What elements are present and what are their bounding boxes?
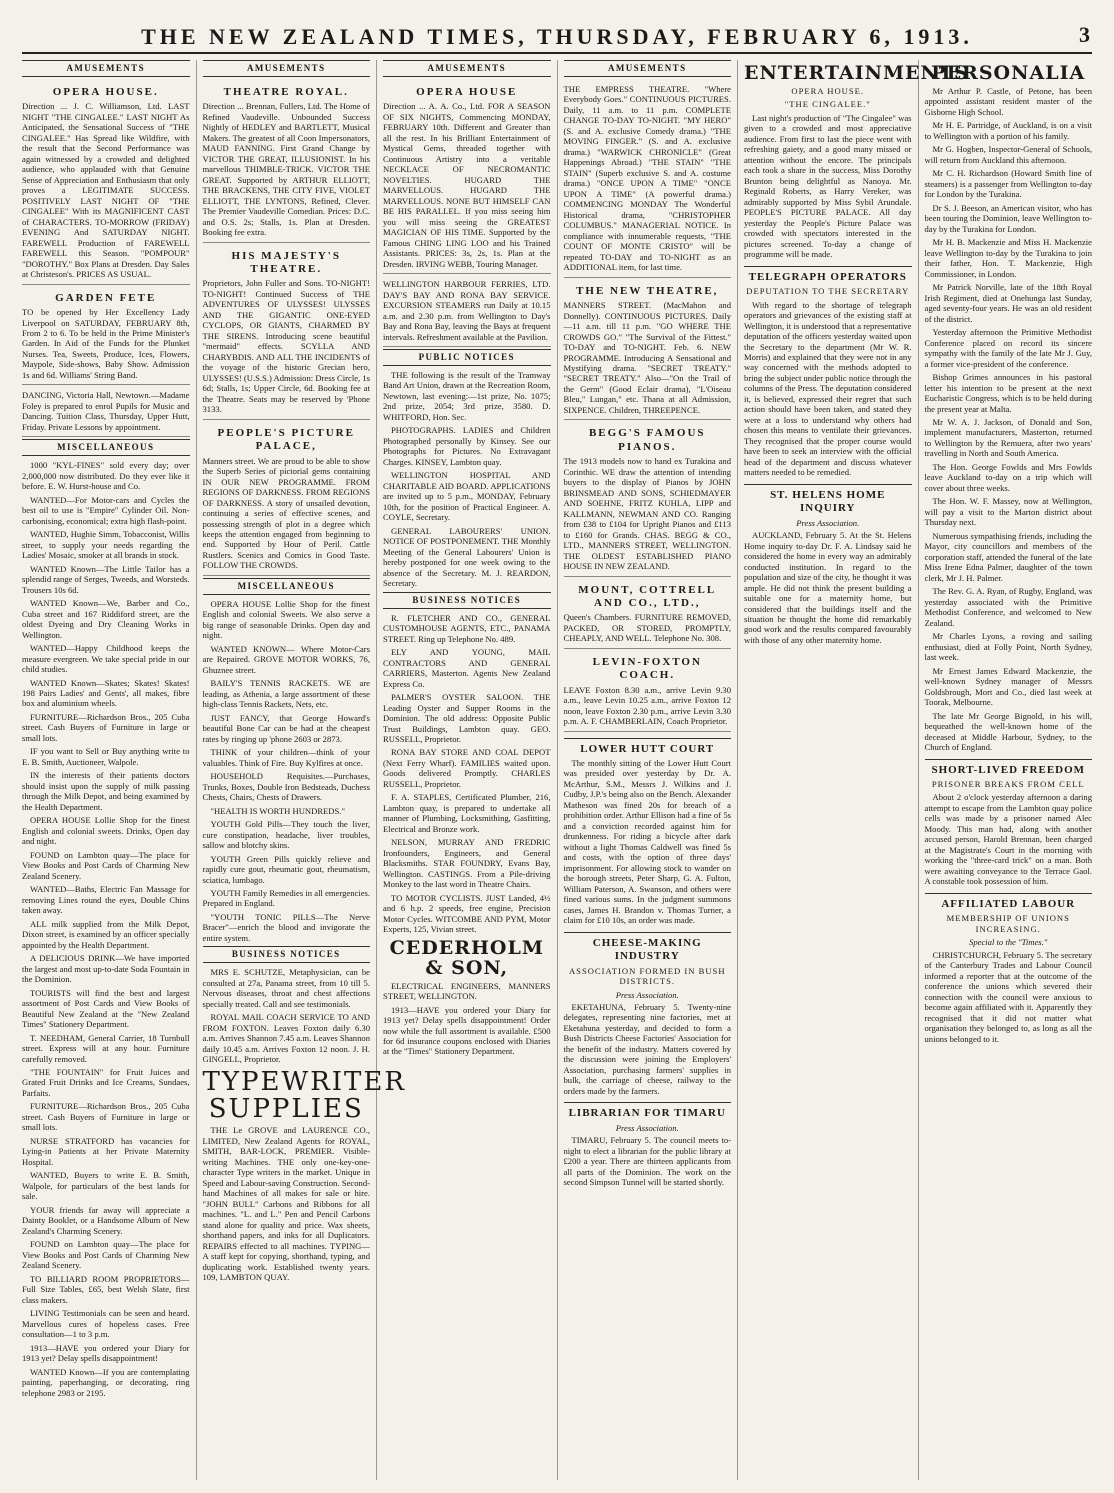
article-text: About 2 o'clock yesterday afternoon a daring attempt to escape from the Lambton quay police cells was made by a prisoner named Alec Moody. This man had, along with another accused person, Harold Brennan, been charged at the Magistrate's Court in the morning with working the "three-card trick" on a man. Both were awaiting conveyance to the Terrace Gaol. A constable took possession of him. <box>924 792 1092 887</box>
ad-text: Queen's Chambers. FURNITURE REMOVED, PACKED, OR STORED, PROMPTLY, CHEAPLY, AND WELL. Telephone No. 308. <box>563 612 731 644</box>
section-heading-amusements: AMUSEMENTS <box>383 60 551 77</box>
article-heading-cheese-making: CHEESE-MAKING INDUSTRY <box>564 932 732 964</box>
article-heading-librarian-timaru: LIBRARIAN FOR TIMARU <box>564 1102 732 1120</box>
ad-text: Direction ... J. C. Williamson, Ltd. LAST NIGHT "THE CINGALEE." LAST NIGHT As Anticipated, the Sensational Success of "THE CINGALEE." Has Spread like Wildfire, with the result that the Second Performance was again witnessed by a crowded and delighted audience, who applauded with that Genuine Sense of Appreciation and Enthusiasm that only proves a LEGITIMATE SUCCESS. POSITIVELY LAST NIGHT OF "THE CINGALEE" With its MAGNIFICENT CAST of CHARACTERS. TO-MORROW (FRIDAY) EVENING And SATURDAY NIGHT. FAREWELL Production of FAREWELL FAREWELL this Season. "POMPOUR" "DOROTHY." Box Plans at Dresden. Day Sales at Christeson's. PRICES AS USUAL. <box>22 101 190 280</box>
ad-text: Proprietors, John Fuller and Sons. TO-NIGHT! TO-NIGHT! Continued Success of THE ADVENTURES OF ULYSSES! ULYSSES AND THE GIGANTIC ONE-EYED CYCLOPS, OR GIANTS, CHARMED BY THE SIRENS. Introducing scene beautiful "mermaid" effects. SCYLLA AND CHARYBDIS. AND ALL THE INCIDENTS of the voyage of the historic Grecian hero, ULYSSES! (U.S.S.) Admission: Dress Circle, 1s 6d; Stalls, 1s; Upper Circle, 6d. Booking fee at the Theatre. Seats may be reserved by 'Phone 3133. <box>202 278 370 415</box>
misc-item: IF you want to Sell or Buy anything write to E. B. Smith, Auctioneer, Walpole. <box>22 746 190 767</box>
new-theatre-ad <box>564 280 732 421</box>
ad-heading: OPERA HOUSE. <box>52 85 159 98</box>
misc-item: FOUND on Lambton quay—The place for View Books and Post Cards of Charming New Zealand Scenery. <box>22 849 190 881</box>
misc-item: 1000 "KYL-FINES" sold every day; over 2,000,000 now distributed. Do they ever like it before. E. W. Hurst-house and Co. <box>22 460 190 492</box>
section-heading-business-notices: BUSINESS NOTICES <box>383 592 551 609</box>
mount-cottrell-ad <box>564 579 732 649</box>
public-notice: WELLINGTON HOSPITAL AND CHARITABLE AID BOARD. APPLICATIONS are invited up to 5 p.m., MONDAY, February 10th, for the position of Practical Engineer. A. COYLE, Secretary. <box>383 470 551 523</box>
typewriter-text: THE Le GROVE and LAURENCE CO., LIMITED, New Zealand Agents for ROYAL, SMITH, BAR-LOCK, PREMIER. Visible-writing Machines. THE only one-key-one-character Type writers in the market. Unique in Speed and Labour-saving Construction. Second-hand Machines of all makes for sale or hire. "JOHN BULL" Carbons and Ribbons for all machines. "L. and L." Pen and Pencil Carbons stand alone for quality and price. Wax sheets, shorthand papers, and inks for all Duplicators. REPAIRS effected to all machines. TYPING—A staff kept for copying, shorthand, typing, and duplicating work. Established twenty years. 109, LAMBTON QUAY. <box>202 1125 370 1283</box>
dancing-ad <box>22 387 190 437</box>
ad-text: LEAVE Foxton 8.30 a.m., arrive Levin 9.30 a.m., leave Levin 10.25 a.m., arrive Foxton 12 noon, leave Foxton 2.30 p.m., arrive Levin 3.30 p.m. A. F. CHAMBERLAIN, Coach Proprietor. <box>563 684 731 727</box>
garden-fete-ad <box>22 287 190 386</box>
misc-item: T. NEEDHAM, General Carrier, 18 Turnbull street. Express will at any hour. Furniture carefully removed. <box>22 1032 190 1064</box>
misc-item: WANTED—Baths, Electric Fan Massage for removing Lines round the eyes, Double Chins taken away. <box>22 884 190 916</box>
misc-item: FURNITURE—Richardson Bros., 205 Cuba street. Cash Buyers of Furniture in large or small lots. <box>22 711 190 743</box>
ad-heading: LEVIN-FOXTON COACH. <box>592 655 702 682</box>
article-byline: Press Association. <box>615 989 679 1000</box>
entertainments-heading: ENTERTAINMENTS <box>744 62 969 84</box>
ad-text: THE EMPRESS THEATRE. "Where Everybody Goes." CONTINUOUS PICTURES. Daily, 11 a.m. to 11 p.m. COMPLETE CHANGE TO-DAY TO-NIGHT. "MY HERO" (S. and A. exclusive Comedy drama.) "THE MOVING FINGER." (S. and A. exclusive drama.) "WARWICK CHRONICLE" (Great Happenings Abroad.) "THE STAIN" "THE STAIN" (Superb exclusive S. and A. costume drama.) "ONCE UPON A TIME" "ONCE UPON A TIME" (A powerful drama.) COMMENCING MONDAY The Wonderful Historical drama, "CHRISTOPHER COLUMBUS." MANAGERIAL NOTICE. In compliance with innumerable requests, "THE COUNT OF MONTE CRISTO" will be repeated TO-DAY and TO-NIGHT as an ADDITIONAL item, for last time. <box>563 83 731 273</box>
personalia-item: Mr Charles Lyons, a roving and sailing enthusiast, died at Folly Point, North Sydney, last week. <box>924 631 1092 663</box>
ad-text: MANNERS STREET. (MacMahon and Donnelly). CONTINUOUS PICTURES. Daily—11 a.m. till 11 p.m. "GO WHERE THE CROWDS GO." "The Survival of the Fittest." TO-DAY and TO-NIGHT. Feb. 6. NEW PROGRAMME. Introducing A Sensational and Mystifying drama. "SECRET TREATY." "SECRET TREATY." Also—"On the Trail of the Germ" (Good Eclair drama), "L'Oiseau Bleu," Lungan," etc. Thana at all Admission, SIXPENCE. Children, THREEPENCE. <box>563 300 731 415</box>
page-number: 3 <box>1079 22 1090 47</box>
column-5 <box>744 60 969 1480</box>
article-heading-short-lived-freedom: SHORT-LIVED FREEDOM <box>925 759 1093 777</box>
misc-item: WANTED Known—We, Barber and Co., Cuba street and 167 Riddiford street, are the oldest Dyeing and Dry Cleaning Works in Wellington. <box>22 598 190 640</box>
public-notice: GENERAL LABOURERS' UNION. NOTICE OF POSTPONEMENT. THE Monthly Meeting of the General Labourers' Union is hereby postponed for one week owing to the absence of the Secretary. M. J. REARDON, Secretary. <box>383 525 551 589</box>
misc-item: TOURISTS will find the best and largest assortment of Post Cards and View Books of Beautiful New Zealand at the "New Zealand Times" Stationery Department. <box>22 987 190 1030</box>
misc-item: IN the interests of their patients doctors should insist upon the supply of milk passing through the Milk Depot, and being examined by the Health Department. <box>22 770 190 812</box>
article-text: CHRISTCHURCH, February 5. The secretary of the Canterbury Trades and Labour Council informed a reporter that at the outcome of the conference the unions which severed their connection with the council were anxious to become again affiliated with it. Apparently they recognised that it did not matter what organisation they belonged to, as long as all the unions belonged to it. <box>924 949 1092 1044</box>
newspaper-title: THE NEW ZEALAND TIMES, THURSDAY, FEBRUARY 6, 1913. <box>141 24 973 49</box>
section-heading-amusements: AMUSEMENTS <box>564 60 732 77</box>
cederholm-text: ELECTRICAL ENGINEERS, MANNERS STREET, WELLINGTON. <box>383 980 551 1002</box>
business-item: ELY AND YOUNG, MAIL CONTRACTORS AND GENERAL CARRIERS, Masterton. Agents New Zealand Express Co. <box>383 647 551 689</box>
personalia-item: The Hon. W. F. Massey, now at Wellington, will pay a visit to the Marton district about Thursday next. <box>924 496 1092 528</box>
personalia-item: The Hon. George Fowlds and Mrs Fowlds leave Auckland to-day on a trip which will cover about three weeks. <box>924 461 1092 493</box>
business-item: F. A. STAPLES, Certificated Plumber, 216, Lambton quay, is prepared to undertake all manner of Plumbing, Locksmithing, Gasfitting, Electrical and Bronze work. <box>383 792 551 834</box>
article-subheading: DEPUTATION TO THE SECRETARY <box>746 286 910 297</box>
article-byline: Press Association. <box>615 1122 679 1133</box>
ad-text: DANCING, Victoria Hall, Newtown.—Madame Foley is prepared to enrol Pupils for Music and Dancing. Tuition Class, Thursday, Upper Hutt, Friday. Private Lessons by appointment. <box>22 390 190 432</box>
business-item: R. FLETCHER AND CO., GENERAL CUSTOMHOUSE AGENTS, ETC., PANAMA STREET. Ring up Telephone No. 489. <box>383 612 551 644</box>
misc-item: JUST FANCY, that George Howard's beautiful Bone Car can be had at the cheapest rates by ringing up 'phone 2603 or 2873. <box>202 712 370 744</box>
misc-item: YOUR friends far away will appreciate a Dainty Booklet, or a Handsome Album of New Zealand's Charming Scenery. <box>22 1204 190 1236</box>
column-6 <box>925 60 1093 1480</box>
misc-item: THINK of your children—think of your valuables. Think of Fire. Buy Kylfires at once. <box>202 747 370 768</box>
section-heading-miscellaneous: MISCELLANEOUS <box>22 439 190 456</box>
section-heading-public-notices: PUBLIC NOTICES <box>383 349 551 366</box>
personalia-item: Mr G. Hogben, Inspector-General of Schools, will return from Auckland this afternoon. <box>924 144 1092 165</box>
section-heading-business-notices: BUSINESS NOTICES <box>203 946 371 963</box>
article-text: The monthly sitting of the Lower Hutt Court was presided over yesterday by Dr. A. McArthur, S.M., Messrs J. Wilkins and J. Cudby, J.P.'s being also on the Bench. Alexander Matheson was fined 20s for breach of a prohibition order. Arthur Ellison had a fine of 5s and a conviction recorded against him for drunkenness. For riding a bicycle after dark without a light Thomas Caldwell was fined 5s and costs, with the option of three days' imprisonment. For allowing stock to wander on the borough streets, Peter Sharp, G. A. Fulton, William Paterson, A. Swanson, and others were fined various sums. In the judgment summons cases, James H. Brandon v. Thomas Turner, a claim for £10 10s, an order was made. <box>563 757 731 926</box>
personalia-item: The Rev. G. A. Ryan, of Rugby, England, was yesterday associated with the Primitive Methodist Conference, and welcomed to New Zealand. <box>924 586 1092 628</box>
ad-heading: PEOPLE'S PICTURE PALACE, <box>217 426 355 453</box>
misc-item: WANTED Known—Skates; Skates! Skates! 198 Pairs Ladies' and Gents', all makes, fibre box and aluminium wheels. <box>22 677 190 709</box>
ad-heading: HIS MAJESTY'S THEATRE. <box>231 249 341 276</box>
misc-item: NURSE STRATFORD has vacancies for Lying-in Patients at her Private Maternity Hospital. <box>22 1135 190 1167</box>
misc-item: 1913—HAVE you ordered your Diary for 1913 yet? Delay spells disappointment! <box>22 1342 190 1364</box>
misc-item: ALL milk supplied from the Milk Depot, Dixon street, is examined by an officer specially appointed by the Health Department. <box>22 918 190 950</box>
ad-heading: BEGG'S FAMOUS PIANOS. <box>588 427 706 453</box>
opera-house-heading: OPERA HOUSE. <box>791 85 865 96</box>
section-heading-amusements: AMUSEMENTS <box>203 60 371 77</box>
cingalee-subheading: "THE CINGALEE." <box>784 99 871 110</box>
personalia-item: The late Mr George Bignold, in his will, bequeathed the well-known home of the deceased at Middle Harbour, Sydney, to the Church of England. <box>924 710 1092 753</box>
personalia-item: Mr H. E. Partridge, of Auckland, is on a visit to Wellington with a portion of his family. <box>924 120 1092 141</box>
misc-item: TO BILLIARD ROOM PROPRIETORS—Full Size Tables, £65, best Welsh Slate, first class makers. <box>22 1273 190 1305</box>
levin-foxton-coach-ad <box>564 651 732 732</box>
ad-text: Direction ... A. A. Co., Ltd. FOR A SEASON OF SIX NIGHTS, Commencing MONDAY, FEBRUARY 10th. Different and Greater than all the rest. In his Brilliant Entertainment of Mystical Gems, threaded together with Continuous Artistry into a veritable NECKLACE OF NECROMANTIC NOVELTIES. HUGARD THE MARVELLOUS. HUGARD THE MARVELLOUS. NONE BUT HIMSELF CAN BE HIS PARALLEL. If you miss seeing him you will miss seeing the GREATEST MAGICIAN OF HIS TIME. Supported by the Famous CHING LING LOO and his Trained Assistants. PRICES: 3s, 2s, 1s. Plan at the Dresden. IRVING WEBB, Touring Manager. <box>383 101 551 269</box>
article-subheading: ASSOCIATION FORMED IN BUSH DISTRICTS. <box>568 965 726 987</box>
business-item: NELSON, MURRAY AND FREDRIC Ironfounders, Engineers, and General Blacksmiths. STAR FOUNDRY, Evans Bay, Wellington. CASTINGS. From a Pile-driving Monkey to the last word in Theatre Chairs. <box>383 837 551 890</box>
ad-heading: MOUNT, COTTRELL AND CO., LTD., <box>578 583 717 609</box>
article-subheading: MEMBERSHIP OF UNIONS INCREASING. <box>946 913 1070 934</box>
article-text: With regard to the shortage of telegraph operators and grievances of the existing staff at Wellington, it is understood that a representative deputation of the officers yesterday waited upon the Secretary to the department (Mr W. R. Morris) and explained that they were not in any way concerned with the methods adopted to bring the subject under public notice through the columns of the Press. The deputation considered it, is believed, expressed their regret that such action should have been taken, and stated they were at a loss to understand why others had chosen this means to ventilate their grievances. They recognised that the proper course would have been to seek an interview with the official head of the department and discuss whatever matters needed to be remedied. <box>744 299 912 478</box>
column-2 <box>202 60 406 1480</box>
peoples-picture-palace-ad <box>203 422 371 576</box>
article-heading-affiliated-labour: AFFILIATED LABOUR <box>925 893 1093 911</box>
misc-item: WANTED—For Motor-cars and Cycles the best oil to use is "Empire" Cylinder Oil. Non-carbonising, economical; extra high flash-point. <box>22 494 190 526</box>
article-byline: Special to the "Times." <box>969 937 1048 948</box>
misc-item: YOUTH Gold Pills—They touch the liver, cure constipation, headache, liver troubles, sallow and blotchy skins. <box>202 819 370 851</box>
misc-list <box>203 599 371 944</box>
personalia-item: Dr S. J. Beeson, an American visitor, who has been touring the Dominion, leave Wellington to-day by the Turakina for London. <box>924 202 1092 234</box>
misc-item: FOUND on Lambton quay—The place for View Books and Post Cards of Charming New Zealand Scenery. <box>22 1239 190 1271</box>
empress-theatre-ad <box>564 81 732 278</box>
business-item: RONA BAY STORE AND COAL DEPOT (Next Ferry Wharf). FAMILIES waited upon. Goods delivered Promptly. CHARLES RUSSELL, Proprietor. <box>383 747 551 789</box>
article-text: Last night's production of "The Cingalee" was given to a crowded and most appreciative audience. From first to last the piece went with refreshing gaiety, and a good many missed or attention without the encore. The principals each took a share in the success, Miss Dorothy Brunton being delightful as Nanoya. Mr. Reginald Roberts, as Harry Vereker, was admirably supported by Miss Sybil Arundale. PEOPLE'S PICTURE PALACE. All day yesterday the People's Picture Palace was crowded with spectators interested in the pictures screened. To-day a change of programme will be made. <box>744 112 912 260</box>
harbour-ferries-ad <box>383 276 551 347</box>
personalia-item: Yesterday afternoon the Primitive Methodist Conference placed on record its sincere sympathy with the family of the late Mr J. Guy, a former vice-president of the conference. <box>924 327 1092 369</box>
ad-text: WELLINGTON HARBOUR FERRIES, LTD. DAY'S BAY AND RONA BAY SERVICE. EXCURSION STEAMERS run Daily at 10.15 a.m. and 2.30 p.m. from Wellington to Day's Bay and Rona Bay, leaving the Bays at frequent intervals. Refreshment available at the Pavilion. <box>383 279 551 342</box>
article-subheading: PRISONER BREAKS FROM CELL <box>931 778 1085 789</box>
misc-item: WANTED KNOWN— Where Motor-Cars are Repaired. GROVE MOTOR WORKS, 76, Ghuznee street. <box>202 643 370 675</box>
ad-heading: OPERA HOUSE <box>416 85 518 98</box>
business-item: ROYAL MAIL COACH SERVICE TO AND FROM FOXTON. Leaves Foxton daily 6.30 a.m. Arrives Shannon 7.45 a.m. Leaves Shannon daily 10.45 a.m. Arrives Foxton 12 noon. J. H. GINGELL, Proprietor. <box>202 1012 370 1065</box>
column-4 <box>564 60 739 1480</box>
section-heading-miscellaneous: MISCELLANEOUS <box>203 578 371 595</box>
personalia-item: Numerous sympathising friends, including the Mayor, city councillors and members of the corporation staff, attended the funeral of the late Miss Irene Edna Palmer, daughter of the town clerk, Mr J. H. Palmer. <box>924 530 1092 583</box>
ad-text: TO be opened by Her Excellency Lady Liverpool on SATURDAY, FEBRUARY 8th, From 2 to 6. To be held in the Prime Minister's Garden. In Aid of the Funds for the Plunket Nurses. Tea, Sweets, Produce, Ices, Flowers, Maypole, Side-shows, Baby Show. Admission 1s and 6d. Williams' String Band. <box>22 307 190 380</box>
personalia-item: Mr Ernest James Edward Mackenzie, the well-known Sydney manager of Messrs Goldsbrough, Mort and Co., died last week at Toorak, Melbourne. <box>924 665 1092 708</box>
misc-item: "HEALTH IS WORTH HUNDREDS." <box>210 805 345 816</box>
business-item: MRS E. SCHUTZE, Metaphysician, can be consulted at 27a, Panama street, from 10 till 5. Nervous diseases, throat and chest affections specially treated. Call and see testimonials. <box>202 967 370 1009</box>
personalia-heading: PERSONALIA <box>931 62 1086 84</box>
his-majestys-ad <box>203 245 371 420</box>
ad-text: Direction ... Brennan, Fullers, Ltd. The Home of Refined Vaudeville. Unbounded Success Nightly of HEDLEY and BARTLETT, Musical Makers. The greatest of all Coon Impersonators, MAUD FANNING. First Grand Change by VICTOR THE GREAT, ILLUSIONIST. In his marvellous THIMBLE-TRICK. VICTOR THE GREAT. Supported by ARTHUR ELLIOTT, THE BRACKENS, THE CITY FIVE, VIOLET ELLIOTT, THE LYNTONS, Refined, Clever. The Premier Vaudeville Comedian. Prices: D.C. and O.S. 2s; Stalls, 1s. Plan at Dresden. Booking fee extra. <box>202 101 370 238</box>
misc-item: WANTED, Hughie Simm, Tobacconist, Willis street, to supply your needs regarding the Ladies' Mosaic, smoker at all brands in stock. <box>22 529 190 561</box>
ad-text: The 1913 models now to hand ex Turakina and Corinthic. WE draw the attention of intending buyers to the display of Pianos by JOHN BRINSMEAD AND SONS, SCHIEDMAYER AND SOEHNE, FRITZ KUHLA, LIPP and KALLMANN, NEWMAN AND CO. Ranging from £38 to £104 for Upright Pianos and £113 to £160 for Grands. CHAS. BEGG & CO., LTD., MANNERS STREET, WELLINGTON. THE OLDEST ESTABLISHED PIANO HOUSE IN NEW ZEALAND. <box>563 456 731 572</box>
personalia-item: Mr Patrick Norville, late of the 18th Royal Irish Regiment, died at Onehunga last Sunday, aged seventy-four years. He was an old resident of the district. <box>924 282 1092 324</box>
article-byline: Press Association. <box>796 517 860 528</box>
cederholm-heading: CEDERHOLM & SON, <box>389 936 544 979</box>
personalia-item: Mr Arthur P. Castle, of Petone, has been appointed assistant resident master of the Gisborne High School. <box>924 85 1092 117</box>
opera-house-ad <box>22 81 190 285</box>
personalia-item: Mr W. A. J. Jackson, of Donald and Son, implement manufacturers, Masterton, returned to Wellington by the Remuera, after two years' travelling in North and South America. <box>924 416 1092 459</box>
section-heading-amusements: AMUSEMENTS <box>22 60 190 77</box>
misc-item: YOUTH Family Remedies in all emergencies. Prepared in England. <box>202 888 370 909</box>
misc-item: "THE FOUNTAIN" for Fruit Juices and Grated Fruit Drinks and Ice Creams, Sundaes, Parfaits. <box>22 1066 190 1098</box>
masthead <box>22 18 1092 54</box>
misc-item: WANTED, Buyers to write E. B. Smith, Walpole, for particulars of the best lands for sale. <box>22 1170 190 1202</box>
column-1 <box>22 60 197 1480</box>
misc-list <box>22 460 190 1398</box>
article-heading-st-helens-home: ST. HELENS HOME INQUIRY <box>744 484 912 516</box>
opera-house-hugard-ad <box>383 81 551 274</box>
misc-item: BAILY'S TENNIS RACKETS. WE are leading, as Athenia, a large assortment of these high-class Tennis Rackets, Nets, etc. <box>202 678 370 710</box>
diary-ad: 1913—HAVE you ordered your Diary for 1913 yet? Delay spells disappointment! Order now while the full assortment is available. £500 for 6d insurance coupons enclosed with Diaries at the "Times" Stationery Department. <box>383 1004 551 1057</box>
personalia-list <box>925 86 1093 753</box>
misc-item: WANTED Known—If you are contemplating painting, paperhanging, or decorating, ring telephone 2983 or 2195. <box>22 1366 190 1398</box>
column-3 <box>383 60 558 1480</box>
misc-item: WANTED Known—The Little Tailor has a splendid range of Serges, Tweeds, and Worsteds. Trousers 10s 6d. <box>22 563 190 595</box>
article-heading-lower-hutt-court: LOWER HUTT COURT <box>564 738 732 756</box>
misc-item: HOUSEHOLD Requisites.—Purchases, Trunks, Boxes, Double Iron Bedsteads, Duchess Chests, Chairs, Chests of Drawers. <box>202 771 370 803</box>
personalia-item: Mr H. B. Mackenzie and Miss H. Mackenzie leave Wellington to-day by the Turakina to join their father, Hon. T. Mackenzie, High Commissioner, in London. <box>924 237 1092 279</box>
article-text: TIMARU, February 5. The council meets to-night to elect a librarian for the public library at £200 a year. There are thirteen applicants from all parts of the Dominion. The work on the second Simpson Tunnel will be started shortly. <box>563 1135 731 1188</box>
ad-heading: THEATRE ROYAL. <box>223 85 349 98</box>
columns <box>22 60 1092 1480</box>
ad-heading: THE NEW THEATRE, <box>576 284 719 297</box>
misc-item: LIVING Testimonials can be seen and heard. Marvellous cures of hopeless cases. Free consultation—1 to 3 p.m. <box>22 1308 190 1340</box>
theatre-royal-ad <box>203 81 371 243</box>
article-heading-telegraph-operators: TELEGRAPH OPERATORS <box>744 266 912 284</box>
article-text: AUCKLAND, February 5. At the St. Helens Home inquiry to-day Dr. F. A. Lindsay said he considered the home in every way an admirably conducted institution. In regard to the population and size of the city, he thought it was ample. He did not think the present building a suitable one for a maternity home, but considered that the buildings itself and the situation he thought the home did remarkably good work and the results compared favourably with those of any other maternity home. <box>744 530 912 645</box>
personalia-item: Mr C. H. Richardson (Howard Smith line of steamers) is a passenger from Wellington to-day for London by the Turakina. <box>924 168 1092 200</box>
misc-item: A DELICIOUS DRINK—We have imported the largest and most up-to-date Soda Fountain in the Dominion. <box>22 953 190 985</box>
misc-item: YOUTH Green Pills quickly relieve and rapidly cure gout, rheumatic gout, rheumatism, sciatica, lumbago. <box>202 853 370 885</box>
personalia-item: Bishop Grimes announces in his pastoral letter his intention to be present at the next Eucharistic Congress, which is to be held during the present year at Malta. <box>924 372 1092 414</box>
article-text: EKETAHUNA, February 5. Twenty-nine delegates, representing nine factories, met at Eketahuna yesterday, and decided to form a Bush Districts Cheese Factories' Association for the benefit of the industry. Matters covered by the discussion were joining the Employers' Association, purchasing farmers' supplies in bulk, the carriage of cheese, railway to the orders made by the farmers. <box>563 1002 731 1096</box>
public-notice: PHOTOGRAPHS. LADIES and Children Photographed personally by Kinsey. See our Photographs for Pictures. No Extravagant Charges. KINSEY, Lambton quay. <box>383 425 551 467</box>
public-notice: THE following is the result of the Tramway Band Art Union, drawn at the Recreation Room, Newtown, last evening:—1st prize, No. 1075; 2nd prize, 2054; 3rd prize, 3580. D. WHITFORD, Hon. Sec. <box>383 370 551 422</box>
misc-item: WANTED—Happy Childhood keeps the measure evergreen. We take special pride in our child studies. <box>22 643 190 675</box>
business-item: PALMER'S OYSTER SALOON. THE Leading Oyster and Supper Rooms in the Dominion. The old address: Opposite Public Trust Buildings, Lambton quay. GEO. RUSSELL, Proprietor. <box>383 692 551 744</box>
misc-item: OPERA HOUSE Lollie Shop for the finest English and colonial sweets. Drinks, Open day and night. <box>22 815 190 847</box>
misc-item: FURNITURE—Richardson Bros., 205 Cuba street. Cash Buyers of Furniture in large or small lots. <box>22 1101 190 1133</box>
ad-heading: GARDEN FETE <box>55 291 157 304</box>
business-item: TO MOTOR CYCLISTS. JUST Landed, 4½ and 6 h.p. 2 speeds, free engine, Precision Motor Cycles. WITCOMBE AND PYM, Motor Experts, 125, Vivian street. <box>383 892 551 935</box>
ad-text: Manners street. We are proud to be able to show the Superb Series of pictorial gems containing IN OUR NEW PROGRAMME. FROM REGIONS OF DARKNESS. FROM REGIONS OF DARKNESS. A story of unsailed devotion, continuing a series of effective scenes, and possessing strength of plot in a degree which keeps the attention engaged from beginning to end. Supported by Hour of Peril. Cattle Rustlers. Scenics and Comics in Good Taste. FOLLOW THE CROWDS. <box>202 455 370 571</box>
begg-pianos-ad <box>564 422 732 576</box>
misc-item: "YOUTH TONIC PILLS—The Nerve Bracer"—enrich the blood and invigorate the entire system. <box>202 911 370 943</box>
misc-item: OPERA HOUSE Lollie Shop for the finest English and colonial Sweets. We also serve a big range of seasonable Drinks. Open day and night. <box>202 598 370 641</box>
typewriter-heading: TYPEWRITER SUPPLIES <box>202 1066 406 1125</box>
